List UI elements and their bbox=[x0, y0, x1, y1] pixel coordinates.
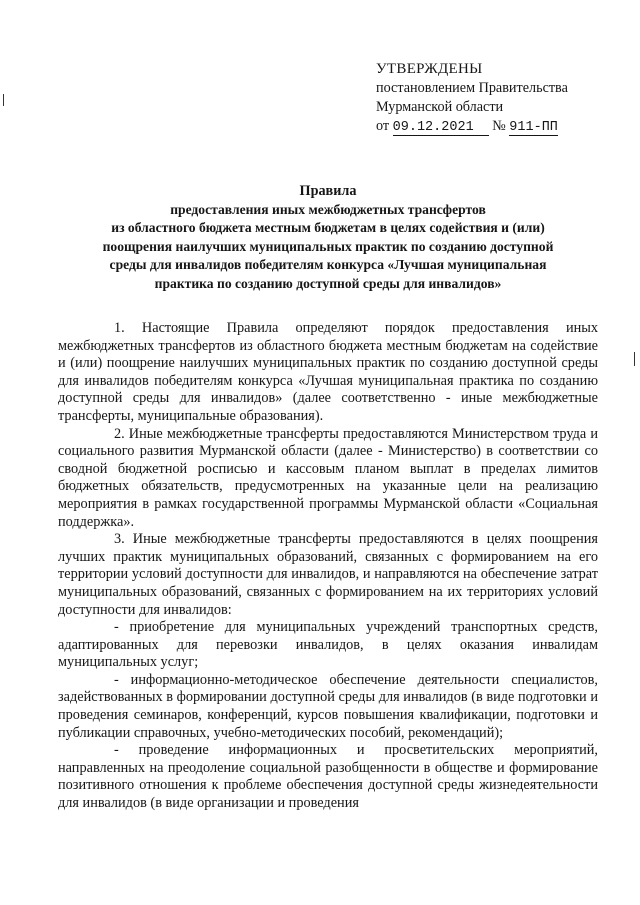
date-prefix: от bbox=[376, 118, 390, 134]
title-heading: Правила bbox=[299, 183, 357, 199]
title-line: практика по созданию доступной среды для инвалидов» bbox=[154, 275, 502, 291]
list-item: - проведение информационных и просветительских мероприятий, направленных на преодоление социальной разобщенности в обществе и формирование позитивного отношения к проблеме обеспечения доступной среды жизнедеятельности для инвалидов (в виде организации и проведения bbox=[58, 742, 598, 812]
approval-line-2: Мурманской области bbox=[376, 99, 504, 115]
scan-mark-right bbox=[634, 352, 635, 366]
approval-date: 09.12.2021 bbox=[393, 120, 489, 136]
paragraph-1: 1. Настоящие Правила определяют порядок предоставления иных межбюджетных трансфертов из областного бюджета местным бюджетам на содействие и (или) поощрение наилучших муниципальных практик по созданию доступной среды для инвалидов победителям конкурса «Лучшая муниципальная практика по созданию доступной среды для инвалидов» (далее соответственно - иные межбюджетные трансферты, муниципальные образования). bbox=[58, 320, 598, 424]
list-item: - информационно-методическое обеспечение деятельности специалистов, задействованных в формировании доступной среды для инвалидов (в виде подготовки и проведения семинаров, конференций, курсов повышения квалификации, подготовки и публикации справочных, учебно-методических пособий, рекомендаций); bbox=[58, 671, 598, 741]
number-prefix: № bbox=[492, 118, 506, 134]
title-line: предоставления иных межбюджетных трансфертов bbox=[170, 201, 486, 217]
scan-mark-left bbox=[3, 94, 4, 106]
title-line: из областного бюджета местным бюджетам в целях содействия и (или) bbox=[111, 220, 545, 235]
approval-number: 911-ПП bbox=[509, 120, 558, 135]
approval-date-line bbox=[376, 117, 616, 136]
approval-heading: УТВЕРЖДЕНЫ bbox=[376, 61, 483, 77]
document-title bbox=[58, 182, 598, 293]
approval-line-1: постановлением Правительства bbox=[376, 80, 568, 96]
title-line: поощрения наилучших муниципальных практик по созданию доступной bbox=[102, 238, 554, 254]
title-line: среды для инвалидов победителям конкурса «Лучшая муниципальная bbox=[109, 257, 547, 272]
document-body bbox=[58, 320, 598, 813]
paragraph-3: 3. Иные межбюджетные трансферты предоставляются в целях поощрения лучших практик муниципальных образований, связанных с формированием на его территории условий доступности для инвалидов, и направляются на обеспечение затрат муниципальных образований, связанных с формированием на их территориях условий доступности для инвалидов: bbox=[58, 531, 598, 618]
paragraph-2: 2. Иные межбюджетные трансферты предоставляются Министерством труда и социального развития Мурманской области (далее - Министерство) в соответствии со сводной бюджетной росписью и кассовым планом выплат в пределах лимитов бюджетных обязательств, предусмотренных на указанные цели на реализацию мероприятия в рамках государственной программы Мурманской области «Социальная поддержка». bbox=[58, 425, 598, 530]
approval-stamp bbox=[376, 60, 616, 136]
list-item: - приобретение для муниципальных учреждений транспортных средств, адаптированных для перевозки инвалидов, в целях оказания инвалидам муниципальных услуг; bbox=[58, 619, 598, 671]
